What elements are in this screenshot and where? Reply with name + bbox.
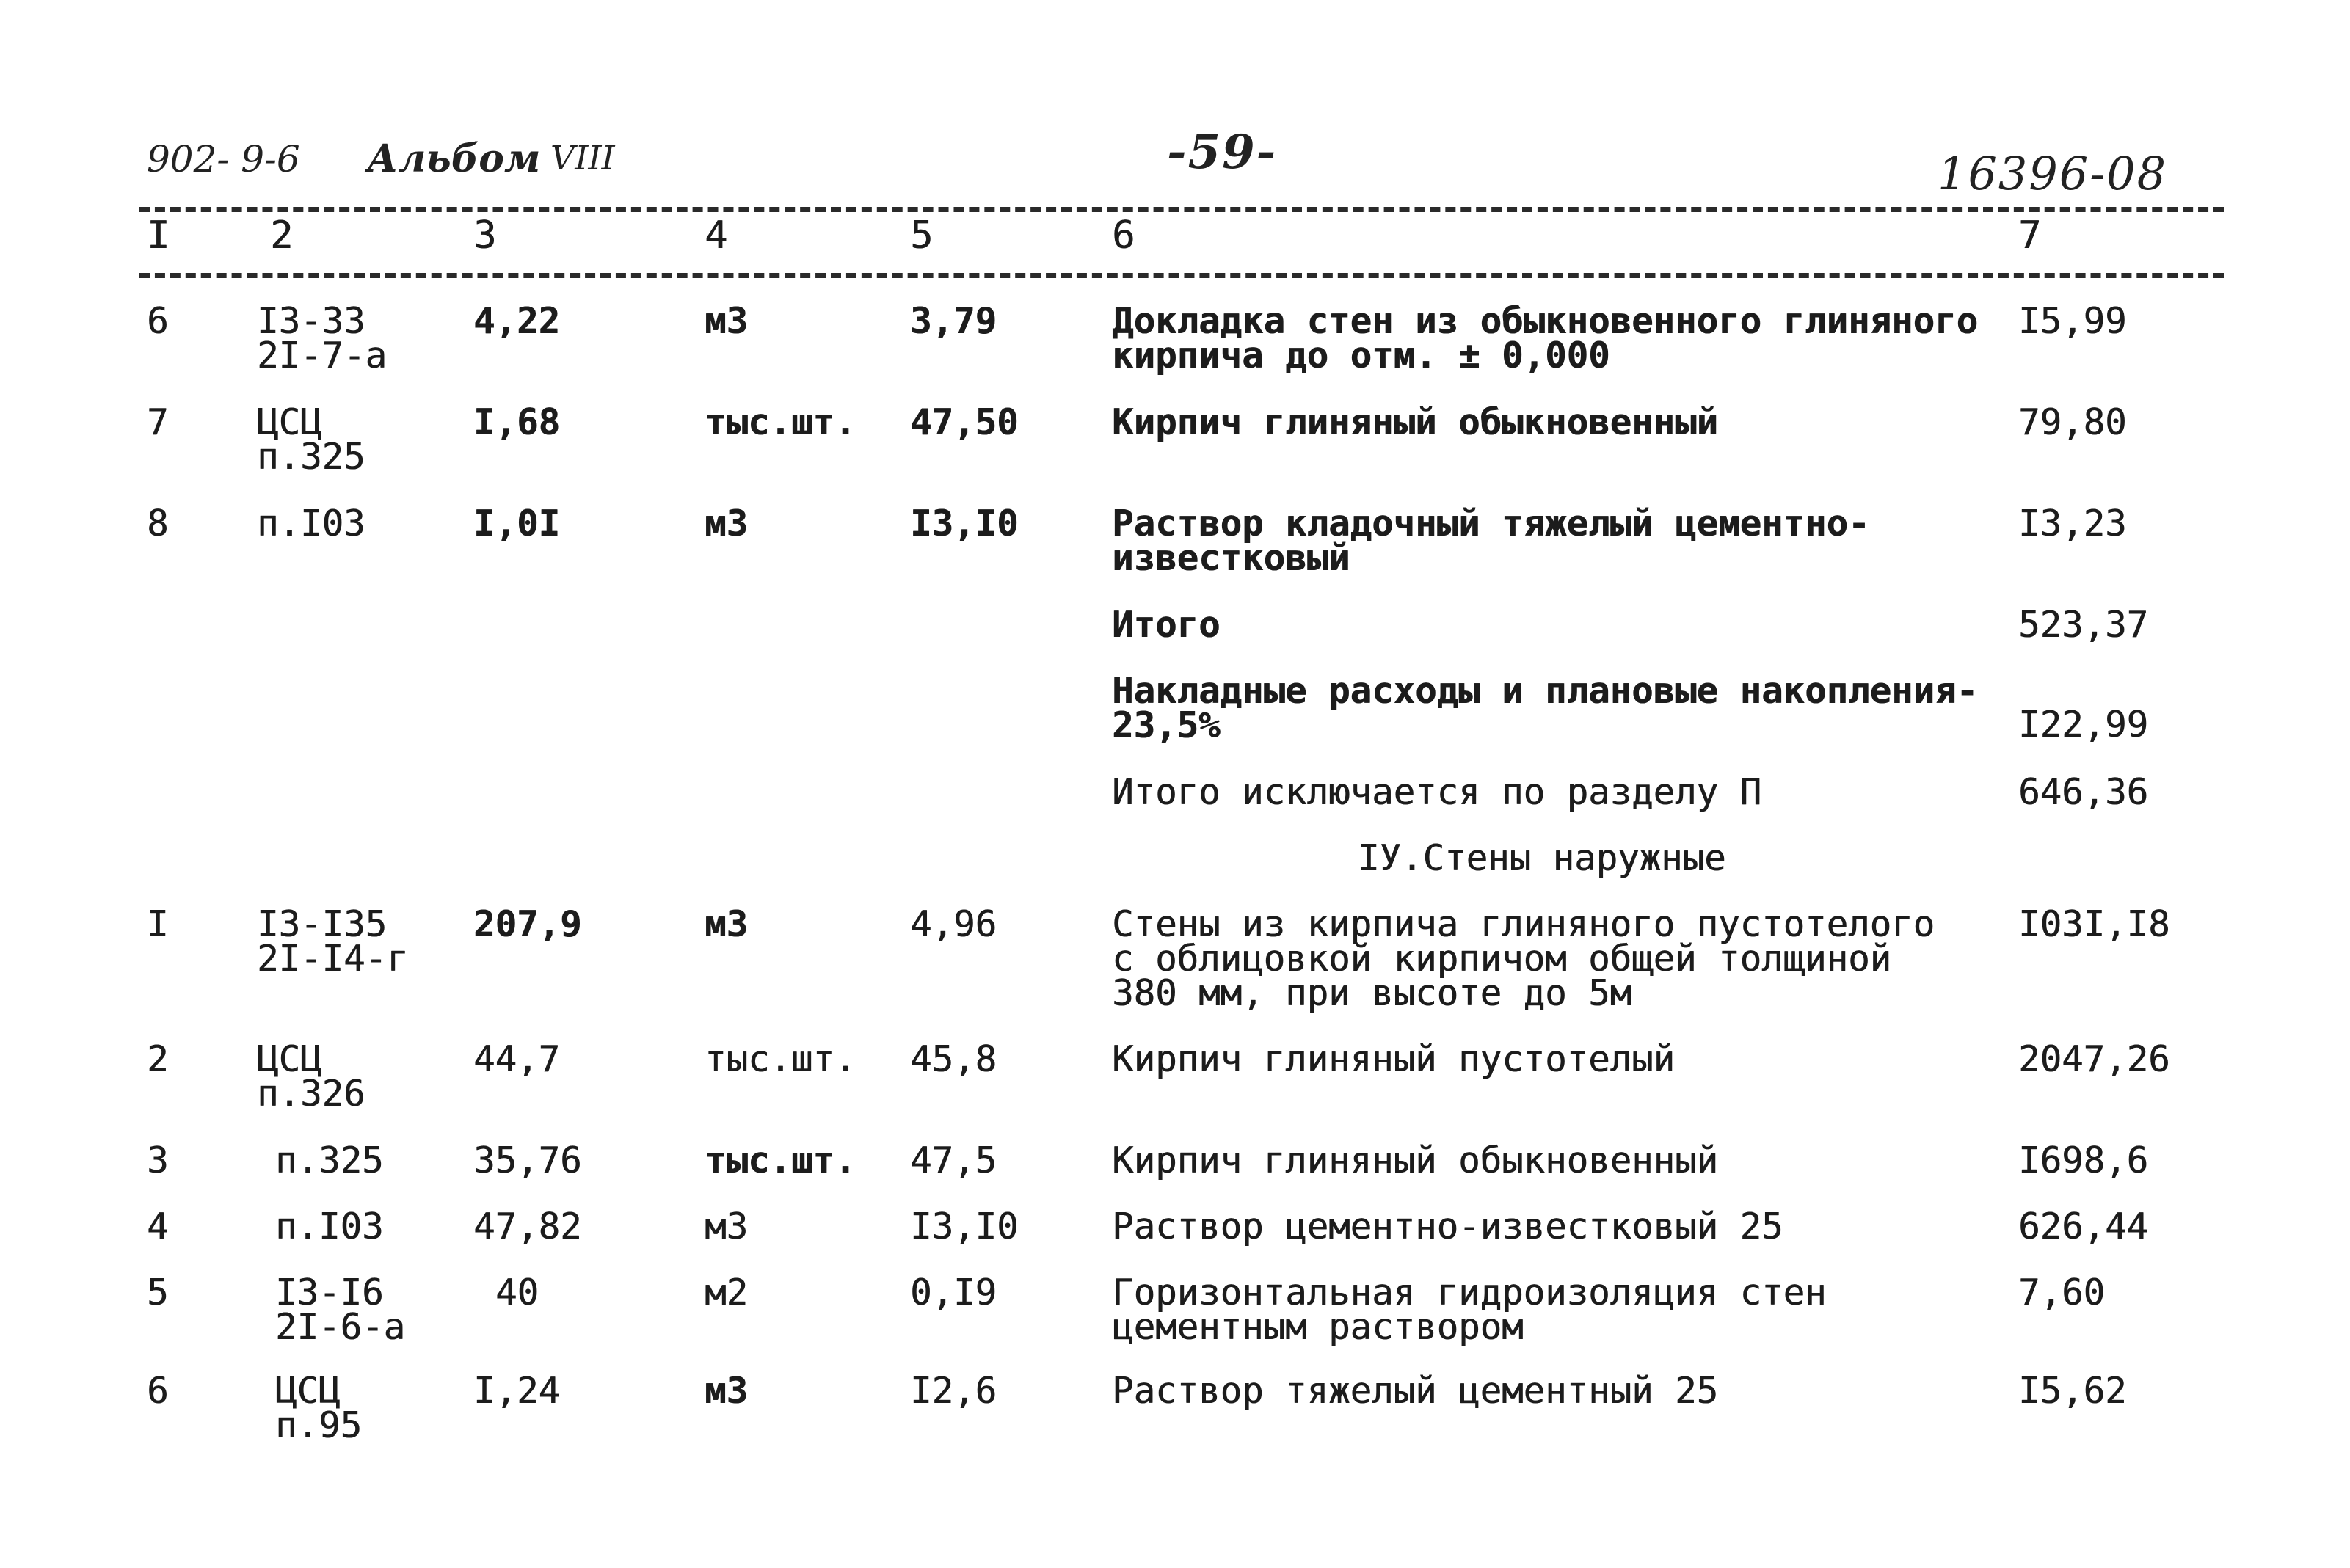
work-description: Стены из кирпича глиняного пустотелого с облицовкой кирпичом общей толщиной 380 мм, при высоте до 5м — [1112, 903, 1935, 1014]
unit-price: 45,8 — [910, 1038, 997, 1080]
column-header: 7 — [2018, 214, 2042, 258]
work-description: Накладные расходы и плановые накопления- 23,5% — [1112, 670, 1979, 746]
unit: м3 — [705, 1206, 749, 1247]
unit: м3 — [705, 300, 749, 342]
unit-price: I2,6 — [910, 1370, 997, 1412]
album-volume: VIII — [550, 138, 615, 178]
work-description: Раствор кладочный тяжелый цементно- известковый — [1112, 503, 1870, 579]
total-cost: I03I,I8 — [2018, 903, 2170, 945]
total-cost: I22,99 — [2018, 704, 2149, 745]
total-cost: 523,37 — [2018, 604, 2149, 646]
quantity: 35,76 — [473, 1139, 582, 1181]
work-description: Итого исключается по разделу П — [1112, 771, 1762, 813]
album-label: Альбом — [367, 136, 541, 181]
quantity: I,24 — [473, 1370, 561, 1412]
row-number: I — [147, 903, 169, 945]
total-cost: 79,80 — [2018, 401, 2127, 443]
work-description: Горизонтальная гидроизоляция стен цементным раствором — [1112, 1272, 1827, 1348]
row-number: 3 — [147, 1139, 169, 1181]
document-number: 16396-08 — [1938, 147, 2168, 200]
rate-code: п.325 — [275, 1139, 384, 1181]
unit-price: I3,I0 — [910, 503, 1019, 544]
unit: м3 — [705, 1370, 749, 1412]
total-cost: I3,23 — [2018, 503, 2127, 544]
total-cost: 2047,26 — [2018, 1038, 2170, 1080]
work-description: Кирпич глиняный обыкновенный — [1112, 401, 1719, 443]
work-description: Итого — [1112, 604, 1221, 646]
work-description: Кирпич глиняный обыкновенный — [1112, 1139, 1719, 1181]
unit-price: 0,I9 — [910, 1272, 997, 1313]
work-description: Докладка стен из обыкновенного глиняного кирпича до отм. ± 0,000 — [1112, 300, 1979, 376]
rate-code: п.I03 — [275, 1206, 384, 1247]
unit: м3 — [705, 903, 749, 945]
quantity: I,0I — [473, 503, 561, 544]
work-description: Раствор тяжелый цементный 25 — [1112, 1370, 1719, 1412]
rate-code: I3-33 2I-7-а — [257, 300, 388, 376]
column-header: 5 — [910, 214, 934, 258]
unit-price: 47,5 — [910, 1139, 997, 1181]
unit: тыс.шт. — [705, 1038, 856, 1080]
column-header: I — [147, 214, 170, 258]
rate-code: I3-I6 2I-6-а — [275, 1272, 406, 1348]
rate-code: п.I03 — [257, 503, 365, 544]
row-number: 7 — [147, 401, 169, 443]
column-header: 4 — [705, 214, 728, 258]
rate-code: ЦСЦ п.326 — [257, 1038, 365, 1115]
total-cost: 626,44 — [2018, 1206, 2149, 1247]
rate-code: I3-I35 2I-I4-г — [257, 903, 409, 980]
quantity: 44,7 — [473, 1038, 561, 1080]
column-header: 2 — [270, 214, 294, 258]
unit-price: 3,79 — [910, 300, 997, 342]
total-cost: 646,36 — [2018, 771, 2149, 813]
header-divider-top — [139, 207, 2224, 212]
unit-price: 4,96 — [910, 903, 997, 945]
page-number: -59- — [1167, 125, 1278, 180]
total-cost: I5,99 — [2018, 300, 2127, 342]
section-heading: IУ.Стены наружные — [1358, 837, 1726, 879]
header-divider-bottom — [139, 273, 2224, 278]
row-number: 8 — [147, 503, 169, 544]
quantity: I,68 — [473, 401, 561, 443]
quantity: 47,82 — [473, 1206, 582, 1247]
unit: м2 — [705, 1272, 749, 1313]
row-number: 5 — [147, 1272, 169, 1313]
work-description: Кирпич глиняный пустотелый — [1112, 1038, 1676, 1080]
album-code: 902- 9-6 — [147, 138, 300, 180]
row-number: 6 — [147, 300, 169, 342]
column-header: 3 — [473, 214, 497, 258]
total-cost: 7,60 — [2018, 1272, 2106, 1313]
row-number: 4 — [147, 1206, 169, 1247]
row-number: 2 — [147, 1038, 169, 1080]
unit: тыс.шт. — [705, 401, 856, 443]
unit: тыс.шт. — [705, 1139, 856, 1181]
work-description: Раствор цементно-известковый 25 — [1112, 1206, 1783, 1247]
unit: м3 — [705, 503, 749, 544]
rate-code: ЦСЦ п.95 — [275, 1370, 363, 1446]
rate-code: ЦСЦ п.325 — [257, 401, 365, 478]
quantity: 40 — [495, 1272, 539, 1313]
row-number: 6 — [147, 1370, 169, 1412]
unit-price: I3,I0 — [910, 1206, 1019, 1247]
unit-price: 47,50 — [910, 401, 1019, 443]
total-cost: I698,6 — [2018, 1139, 2149, 1181]
quantity: 4,22 — [473, 300, 561, 342]
total-cost: I5,62 — [2018, 1370, 2127, 1412]
quantity: 207,9 — [473, 903, 582, 945]
column-header: 6 — [1112, 214, 1135, 258]
